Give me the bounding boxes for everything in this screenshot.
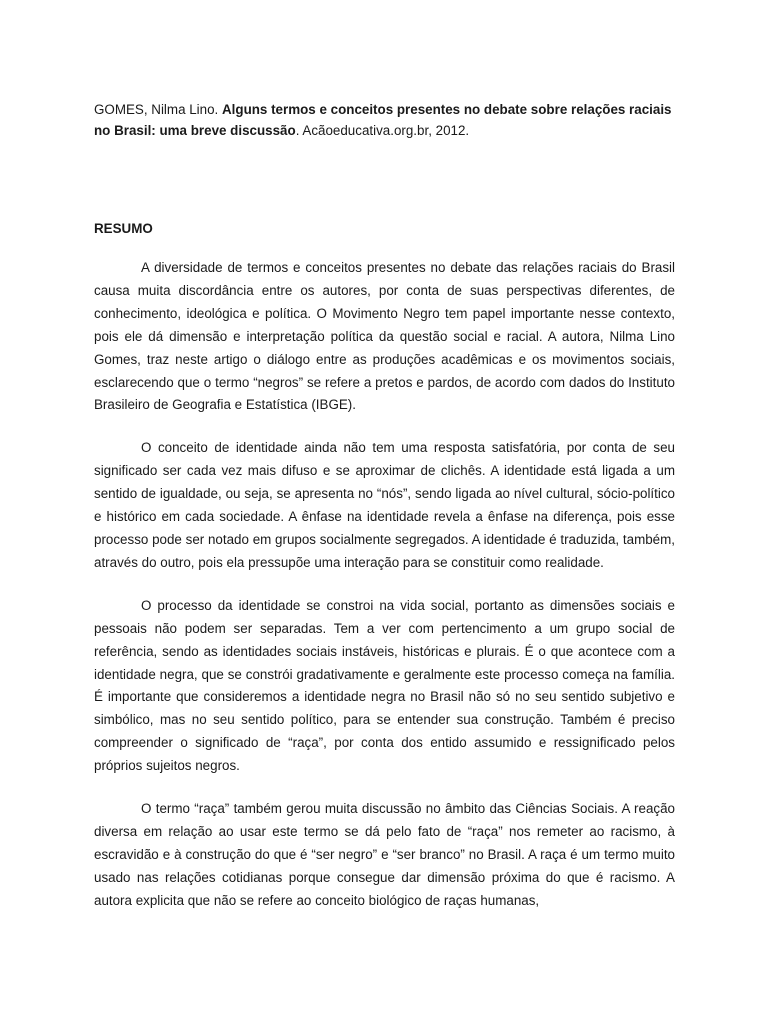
paragraph-2: O conceito de identidade ainda não tem uma resposta satisfatória, por conta de seu significado ser cada vez mais difuso e se aproximar de clichês. A identidade está ligada a um sentido de igualdade, ou seja, se apresenta no “nós”, sendo ligada ao nível cultural, sócio-político e histórico em cada sociedade. A ênfase na identidade revela a ênfase na diferença, pois esse processo pode ser notado em grupos socialmente segregados. A identidade é traduzida, também, através do outro, pois ela pressupõe uma interação para se constituir como realidade.: [94, 440, 675, 570]
paragraph-1: A diversidade de termos e conceitos presentes no debate das relações raciais do Brasil causa muita discordância entre os autores, por conta de suas perspectivas diferentes, de conhecimento, ideológica e política. O Movimento Negro tem papel importante nesse contexto, pois ele dá dimensão e interpretação política da questão social e racial. A autora, Nilma Lino Gomes, traz neste artigo o diálogo entre as produções acadêmicas e os movimentos sociais, esclarecendo que o termo “negros” se refere a pretos e pardos, de acordo com dados do Instituto Brasileiro de Geografia e Estatística (IBGE).: [94, 260, 675, 413]
section-heading: RESUMO: [94, 221, 153, 236]
citation-author: GOMES, Nilma Lino.: [94, 102, 222, 117]
body-text: [94, 257, 675, 933]
citation: [94, 99, 675, 141]
paragraph-3: O processo da identidade se constroi na vida social, portanto as dimensões sociais e pessoais não podem ser separadas. Tem a ver com pertencimento a um grupo social de referência, sendo as identidades sociais instáveis, históricas e plurais. É o que acontece com a identidade negra, que se constrói gradativamente e geralmente este processo começa na família. É importante que consideremos a identidade negra no Brasil não só no seu sentido subjetivo e simbólico, mas no seu sentido político, para se entender sua construção. Também é preciso compreender o significado de “raça”, por conta dos entido assumido e ressignificado pelos próprios sujeitos negros.: [94, 597, 675, 774]
citation-source: . Acãoeducativa.org.br, 2012.: [295, 123, 470, 138]
citation-title: Alguns termos e conceitos presentes no debate sobre relações raciais no Brasil: uma breve discussão: [94, 102, 672, 138]
paragraph-4: O termo “raça” também gerou muita discussão no âmbito das Ciências Sociais. A reação diversa em relação ao usar este termo se dá pelo fato de “raça” nos remeter ao racismo, à escravidão e à construção do que é “ser negro” e “ser branco” no Brasil. A raça é um termo muito usado nas relações cotidianas porque consegue dar dimensão próxima do que é racismo. A autora explicita que não se refere ao conceito biológico de raças humanas,: [94, 801, 675, 908]
